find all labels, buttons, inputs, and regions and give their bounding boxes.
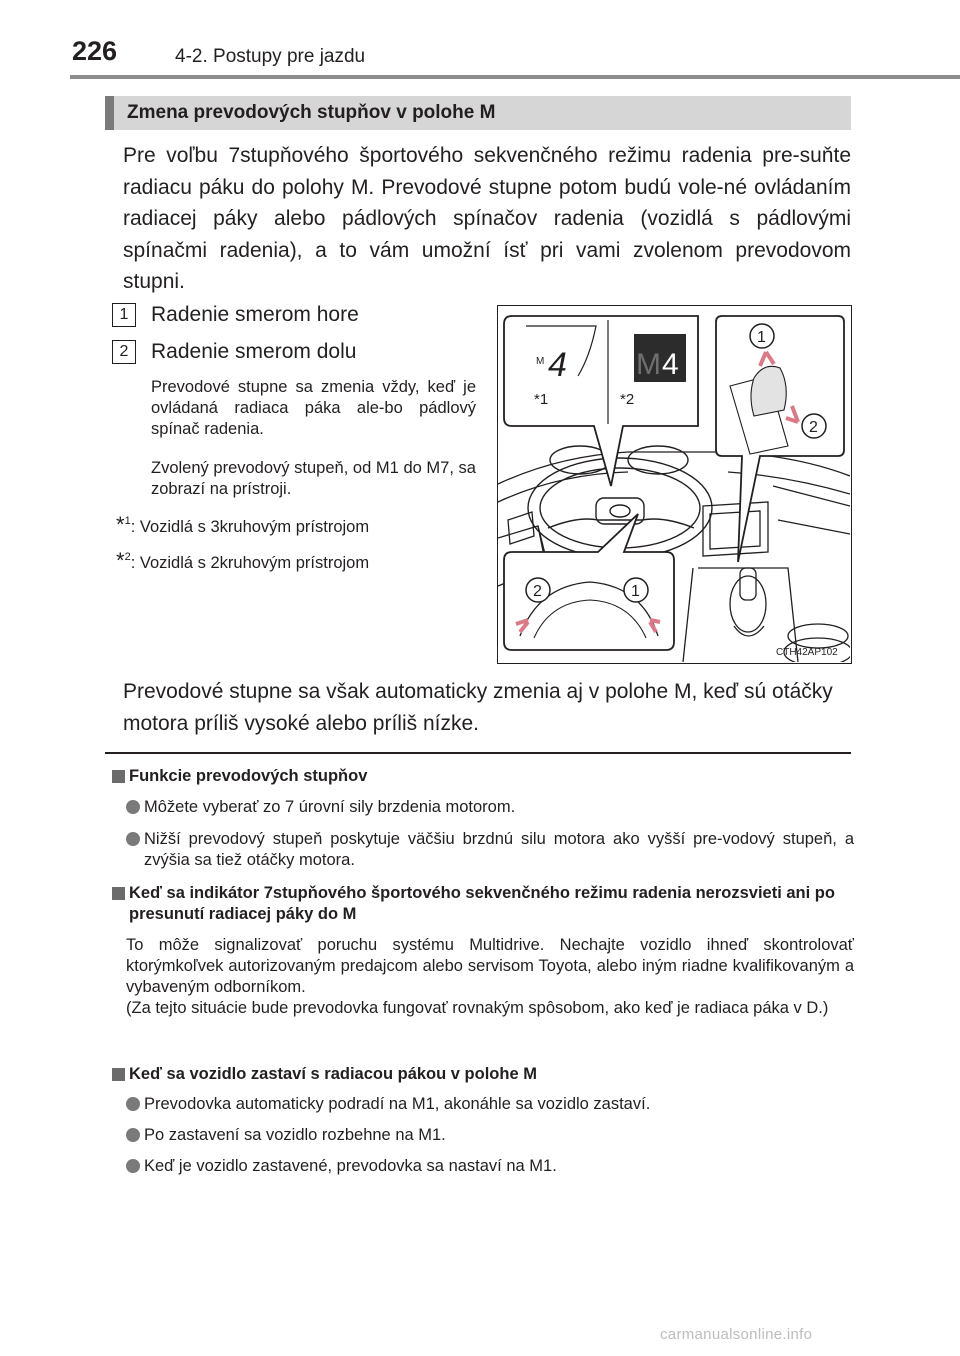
section-heading [105, 96, 851, 130]
step-label-upshift: Radenie smerom hore [151, 303, 359, 326]
page-number: 226 [72, 36, 118, 66]
page-header [0, 0, 960, 80]
display-callout-1 [504, 316, 698, 486]
bullet-item: Po zastavení sa vozidlo rozbehne na M1. [126, 1125, 854, 1146]
step-label-downshift: Radenie smerom dolu [151, 340, 357, 363]
info-heading-gear-functions: Funkcie prevodových stupňov [112, 766, 854, 787]
heading-square-icon [112, 887, 125, 900]
paddle-callout [504, 514, 674, 650]
chapter-title: 4-2. Postupy pre jazdu [175, 46, 366, 67]
paddle-callout-2: 2 [533, 583, 542, 600]
shift-illustration [497, 305, 852, 664]
heading-square-icon [112, 770, 125, 783]
display-2-digit: 4 [662, 348, 679, 381]
bullet-dot-icon [126, 1128, 140, 1142]
info-heading-stop: Keď sa vozidlo zastaví s radiacou pákou v polohe M [112, 1064, 854, 1085]
display-1-footnote-mark: *1 [534, 391, 549, 408]
shift-lever-callout [716, 316, 844, 562]
footnote-1: *$^1$: Vozidlá s 3kruhovým prístrojom [116, 512, 370, 537]
lever-callout-1: 1 [757, 329, 766, 346]
info-paragraph-indicator: To môže signalizovať poruchu systému Multidrive. Nechajte vozidlo ihneď skontrolovať ktorýmkoľvek autorizovaným predajcom alebo servisom Toyota, alebo iným riadne kvalifikovaným a vybaveným odborníkom. (Za tejto situácie bude prevodovka fungovať rovnakým spôsobom, ako keď je radiaca páka v D.) [126, 936, 854, 1017]
paddle-callout-1: 1 [631, 583, 640, 600]
section-heading-text: Zmena prevodových stupňov v polohe M [127, 102, 496, 123]
bullet-dot-icon [126, 832, 140, 846]
bullet-dot-icon [126, 1159, 140, 1173]
bullet-item: Keď je vozidlo zastavené, prevodovka sa nastaví na M1. [126, 1156, 854, 1177]
display-2-letter: M [636, 348, 661, 381]
intro-paragraph: Pre voľbu 7stupňového športového sekvenčného režimu radenia pre-suňte radiacu páku do polohy M. Prevodové stupne potom budú vole-né ovládaním radiacej páky alebo pádlových spínačov radenia (vozidlá s pádlovými spínačmi radenia), a to vám umožní ísť pri vami zvolenom prevodovom stupni. [123, 144, 851, 294]
cockpit-drawing [498, 306, 850, 662]
outro-paragraph: Prevodové stupne sa však automaticky zmenia aj v polohe M, keď sú otáčky motora príliš vysoké alebo príliš nízke. [123, 680, 833, 735]
bullet-dot-icon [126, 800, 140, 814]
note-gear-display: Zvolený prevodový stupeň, od M1 do M7, sa zobrazí na prístroji. [151, 459, 476, 498]
bullet-dot-icon [126, 1097, 140, 1111]
display-1-letter: M [536, 356, 545, 367]
watermark: carmanualsonline.info [660, 1326, 813, 1343]
lever-callout-2: 2 [809, 419, 818, 436]
bullet-item: Prevodovka automaticky podradí na M1, akonáhle sa vozidlo zastaví. [126, 1094, 854, 1115]
display-2-footnote-mark: *2 [620, 391, 635, 408]
header-divider [70, 75, 960, 79]
display-1-digit: 4 [548, 346, 567, 384]
section-divider [105, 752, 851, 754]
step-number-1: 1 [112, 303, 136, 327]
heading-square-icon [112, 1068, 125, 1081]
step-number-2: 2 [112, 340, 136, 364]
footnote-2: *$^2$: Vozidlá s 2kruhovým prístrojom [116, 548, 370, 573]
bullet-item: Môžete vyberať zo 7 úrovní sily brzdenia motorom. [126, 797, 854, 818]
note-gear-change: Prevodové stupne sa zmenia vždy, keď je ovládaná radiaca páka ale-bo pádlový spínač radenia. [151, 378, 476, 438]
info-heading-indicator: Keď sa indikátor 7stupňového športového sekvenčného režimu radenia nerozsvieti ani po presunutí radiacej páky do M [112, 883, 854, 925]
bullet-item: Nižší prevodový stupeň poskytuje väčšiu brzdnú silu motora ako vyšší pre-vodový stupeň, a zvýšia sa tiež otáčky motora. [126, 829, 854, 871]
figure-code: CTH42AP102 [776, 647, 838, 658]
